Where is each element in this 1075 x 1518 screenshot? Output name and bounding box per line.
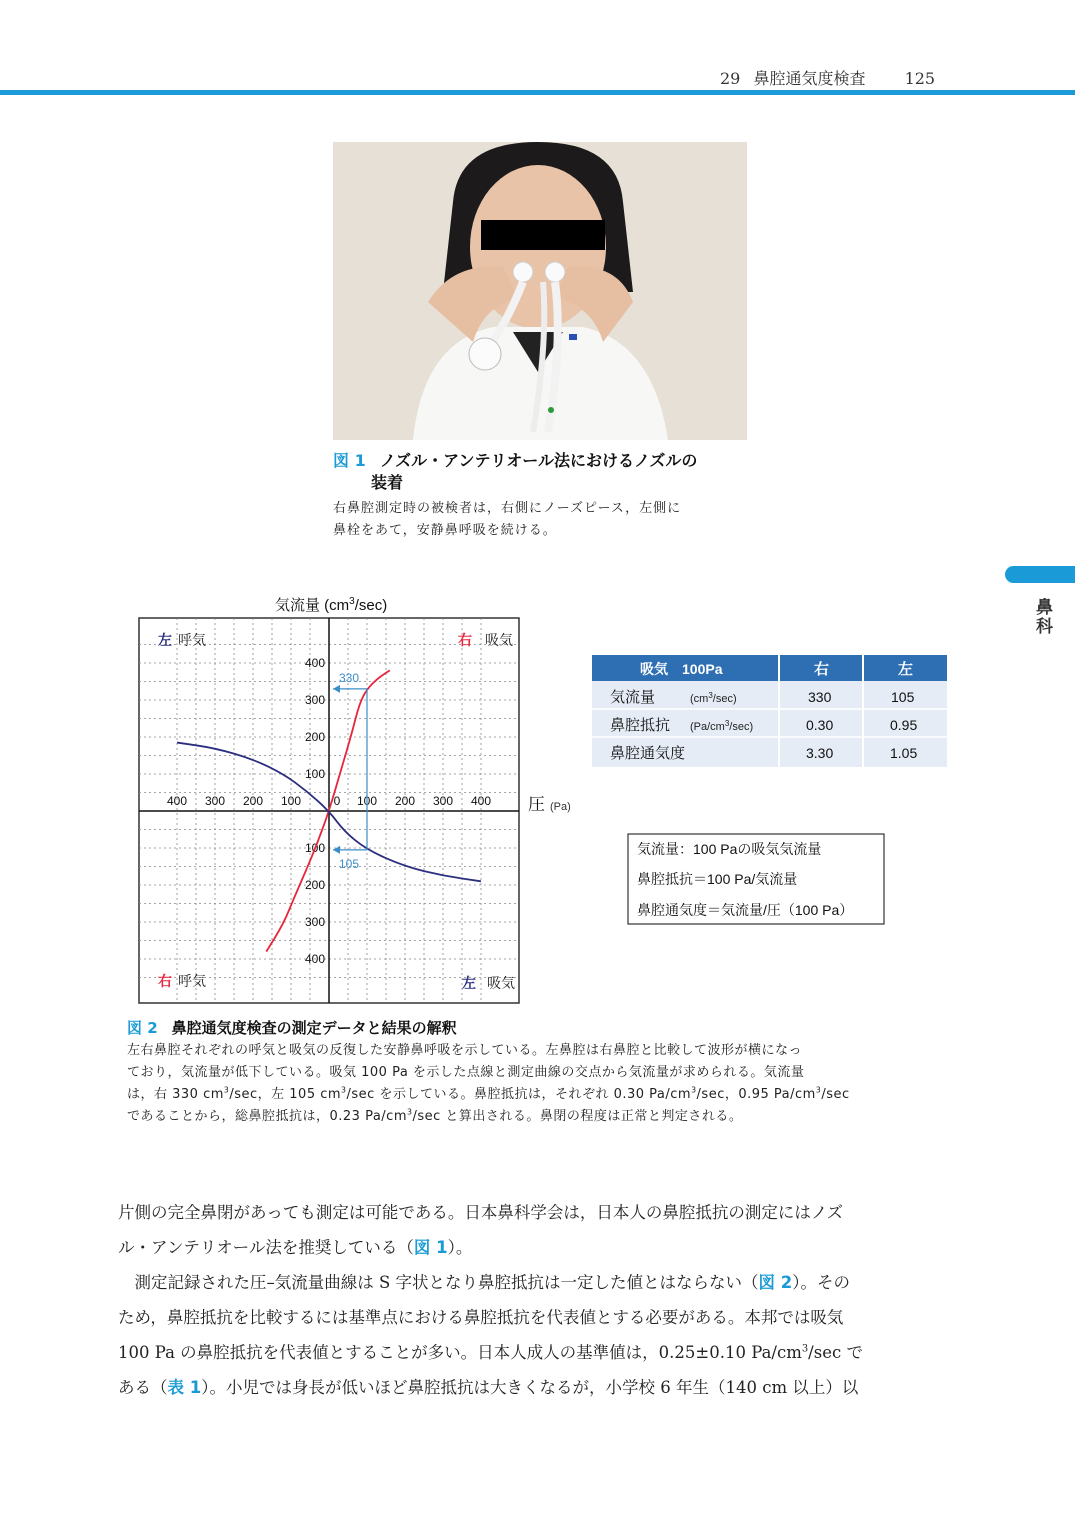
quadrant-tr-side: 右: [458, 632, 472, 648]
figure2-body-line4: であることから，総鼻腔抵抗は，0.23 $Pa/cm^3/\sec$ と算出される。鼻閉の程度は正常と判定される。: [127, 1107, 743, 1124]
x-tick-label: 300: [432, 794, 454, 808]
figure1-label: 図 1: [333, 451, 366, 470]
section-tab-label: 鼻科: [1032, 598, 1052, 636]
table-row-conductance-left: 1.05: [890, 745, 918, 761]
header-rule: [0, 90, 1075, 95]
paragraph-1: 片側の完全鼻閉があっても測定は可能である。日本鼻科学会は，日本人の鼻腔抵抗の測定にはノズ ル・アンテリオール法を推奨している（図 1）。: [118, 1203, 844, 1257]
table-row-resistance-left: 0.95: [890, 717, 918, 733]
y-axis-title: 気流量 $(cm^3/\sec)$: [275, 596, 388, 614]
x-tick-label: 400: [166, 794, 188, 808]
results-table: [592, 655, 947, 767]
figure2-title: 鼻腔通気度検査の測定データと結果の解釈: [171, 1019, 457, 1037]
figure1-caption-body: [333, 498, 753, 542]
y-tick-label: 400: [304, 952, 325, 966]
figure2-label: 図 2: [127, 1019, 158, 1037]
table-header-left: 左: [898, 661, 914, 678]
annotation-330: 330: [339, 670, 360, 685]
x-tick-label: 100: [356, 794, 378, 808]
table-row-resistance-right: 0.30: [806, 717, 834, 733]
quadrant-tr-label: 吸気: [485, 632, 513, 648]
formula-line2: 鼻腔抵抗＝100 Pa/気流量: [637, 871, 798, 887]
figure2-body-line2: ており，気流量が低下している。吸気 100 Pa を示した点線と測定曲線の交点から気流量が求められる。気流量: [127, 1065, 805, 1080]
figure2-caption-title: [127, 1017, 457, 1038]
quadrant-bl-side: 右: [158, 973, 172, 989]
table-row-airflow-right: 330: [808, 689, 832, 705]
table-row-conductance-label: 鼻腔通気度: [610, 745, 686, 762]
ref-table1-link[interactable]: 表 1: [167, 1378, 202, 1397]
ref-figure1-link[interactable]: 図 1: [413, 1238, 448, 1257]
formula-box: [628, 834, 884, 924]
table-row-airflow-unit: $(cm^3/\sec)$: [690, 691, 737, 705]
figure2-chart: [120, 588, 960, 1008]
x-tick-label: 200: [394, 794, 416, 808]
figure1-illustration: [333, 142, 747, 440]
x-axis-unit: (Pa): [550, 801, 571, 813]
figure1-body-line1: 右鼻腔測定時の被検者は，右側にノーズピース，左側に: [333, 501, 682, 516]
quadrant-tl-label: 呼気: [178, 632, 206, 648]
table-row-airflow-left: 105: [891, 689, 915, 705]
x-tick-label: 300: [204, 794, 226, 808]
annotation-105: 105: [339, 856, 360, 871]
quadrant-tl-side: 左: [158, 632, 172, 648]
x-tick-label: 400: [470, 794, 492, 808]
table-row-resistance-label: 鼻腔抵抗: [610, 717, 671, 734]
table-row-resistance-unit: $(Pa/cm^3/\sec)$: [690, 719, 754, 733]
figure1-photo: [333, 142, 747, 440]
y-tick-label: 200: [304, 878, 325, 892]
quadrant-br-side: 左: [462, 975, 476, 991]
y-tick-label: 100: [304, 767, 325, 781]
formula-line3: 鼻腔通気度＝気流量/圧（100 Pa）: [637, 902, 854, 918]
figure2-body-line3: は，右 330 $cm^3/\sec$，左 105 $cm^3/\sec$ を示している。鼻腔抵抗は，それぞれ 0.30 $Pa/cm^3/\sec$，0.95 $Pa/cm^3/\sec$: [127, 1085, 850, 1102]
x-axis-title: 圧: [528, 795, 545, 814]
figure2-caption-body: [127, 1040, 957, 1128]
x-tick-label: 200: [242, 794, 264, 808]
section-tab: [1005, 566, 1075, 583]
paragraph-2: 測定記録された圧–気流量曲線は S 字状となり鼻腔抵抗は一定した値とはならない（図 2）。その ため，鼻腔抵抗を比較するには基準点における鼻腔抵抗を代表値とする必要がある。本邦では吸気 100 Pa の鼻腔抵抗を代表値とすることが多い。日本人成人の基準値は，0.25±0.10 $Pa/cm^3/\sec$ で ある（表 1）。小児では身長が低いほど鼻腔抵抗は大きくなるが，小学校 6 年生（140 cm 以上）以: [118, 1273, 863, 1397]
running-header: [720, 66, 943, 89]
figure1-title-line1: ノズル・アンテリオール法におけるノズルの: [379, 451, 698, 470]
x-tick-label: 0: [333, 794, 341, 808]
figure1-caption-title: [333, 450, 753, 494]
formula-line1: 気流量：100 Paの吸気気流量: [637, 841, 822, 857]
y-tick-label: 400: [304, 656, 325, 670]
quadrant-br-label: 吸気: [487, 975, 515, 991]
chapter-number: 29: [720, 69, 741, 88]
table-row-airflow-label: 気流量: [610, 689, 656, 706]
quadrant-bl-label: 呼気: [178, 973, 206, 989]
chapter-title: 鼻腔通気度検査: [753, 69, 866, 88]
page-number: 125: [904, 69, 936, 88]
x-tick-label: 100: [280, 794, 302, 808]
figure1-title-line2: 装着: [371, 473, 404, 492]
y-tick-label: 100: [304, 841, 325, 855]
table-header-condition: 吸気 100Pa: [640, 661, 723, 677]
ref-figure2-link[interactable]: 図 2: [758, 1273, 793, 1292]
figure1-body-line2: 鼻栓をあて，安静鼻呼吸を続ける。: [333, 523, 557, 538]
figure2-body-line1: 左右鼻腔それぞれの呼気と吸気の反復した安静鼻呼吸を示している。左鼻腔は右鼻腔と比較して波形が横になっ: [127, 1043, 803, 1058]
eye-bar: [481, 220, 605, 250]
body-text: [118, 1195, 963, 1405]
y-tick-label: 200: [304, 730, 325, 744]
table-header-right: 右: [814, 661, 830, 678]
figure2: [120, 588, 960, 1012]
y-tick-label: 300: [304, 693, 325, 707]
table-row-conductance-right: 3.30: [806, 745, 834, 761]
y-tick-label: 300: [304, 915, 325, 929]
